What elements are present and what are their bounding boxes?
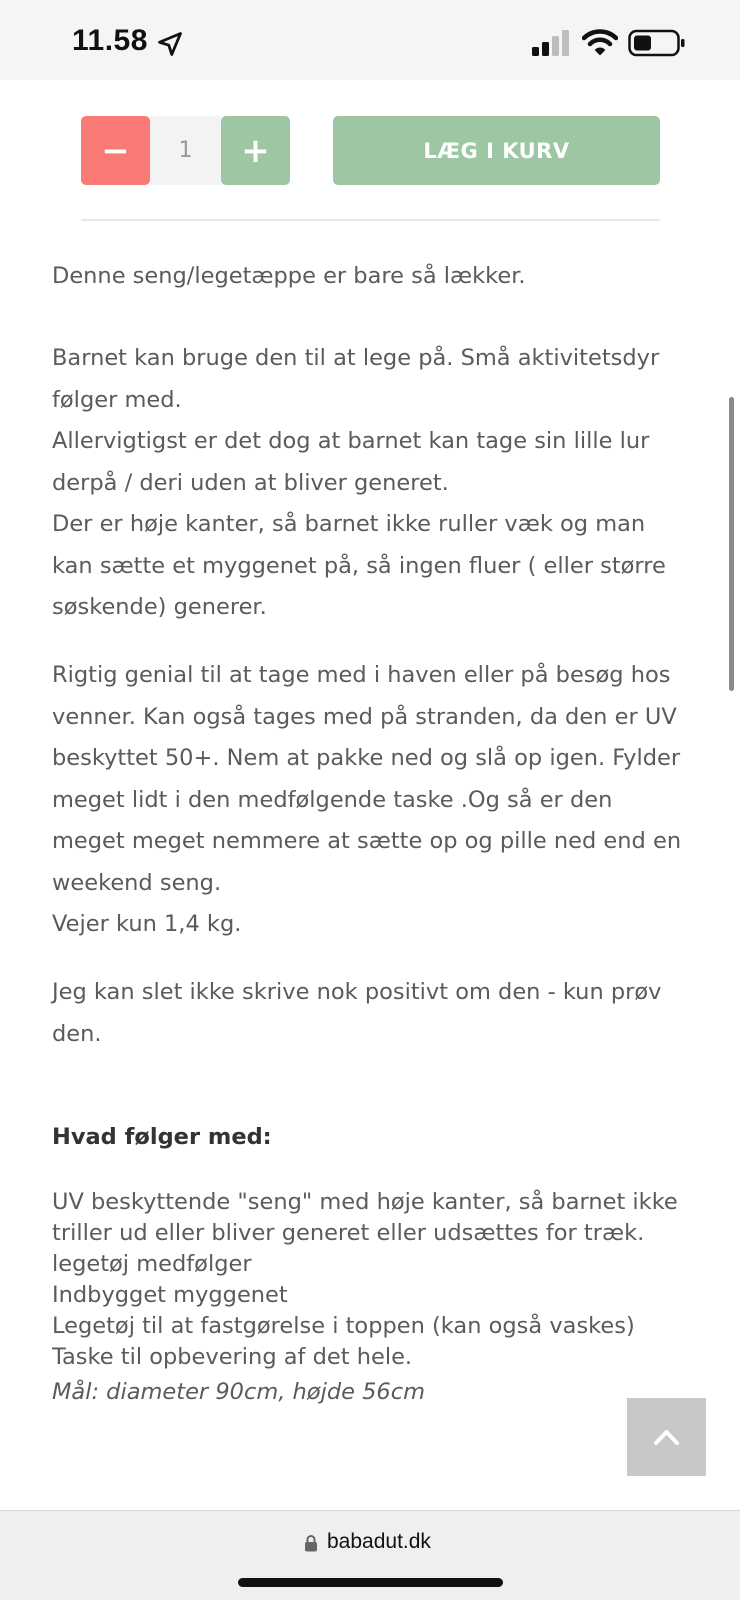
description-line: Rigtig genial til at tage med i haven eller på besøg hos venner. Kan også tages med på stranden, da den er UV beskyttet 50+. Nem at pakke ned og slå op igen. Fylder meget lidt i den medfølgende taske .Og så er den meget meget nemmere at sætte op og pille ned end en weekend seng. xyxy=(52,662,682,896)
home-indicator[interactable] xyxy=(238,1578,503,1587)
description-paragraph-2 xyxy=(52,338,692,629)
quantity-increase-button[interactable]: + xyxy=(221,116,290,185)
lock-icon xyxy=(304,1534,318,1552)
list-item: legetøj medfølger xyxy=(52,1251,252,1277)
description-line: Der er høje kanter, så barnet ikke ruller væk og man kan sætte et myggenet på, så ingen fluer ( eller større søskende) generer. xyxy=(52,511,666,620)
back-to-top-button[interactable] xyxy=(627,1398,706,1476)
list-item: Taske til opbevering af det hele. xyxy=(52,1344,413,1370)
battery-icon xyxy=(628,29,686,57)
status-time: 11.58 xyxy=(72,24,148,57)
divider xyxy=(81,219,660,221)
wifi-icon xyxy=(582,28,618,56)
description-line: Barnet kan bruge den til at lege på. Små aktivitetsdyr følger med. xyxy=(52,345,660,413)
description-paragraph-4: Jeg kan slet ikke skrive nok positivt om den - kun prøv den. xyxy=(52,979,662,1047)
quantity-input[interactable] xyxy=(150,116,221,185)
add-to-cart-button[interactable]: LÆG I KURV xyxy=(333,116,660,185)
description-line: Allervigtigst er det dog at barnet kan tage sin lille lur derpå / deri uden at bliver generet. xyxy=(52,428,650,496)
included-heading: Hvad følger med: xyxy=(52,1124,272,1150)
browser-url[interactable]: babadut.dk xyxy=(327,1530,431,1553)
list-item: UV beskyttende "seng" med høje kanter, så barnet ikke triller ud eller bliver generet eller udsættes for træk. xyxy=(52,1189,678,1246)
measurements-text: Mål: diameter 90cm, højde 56cm xyxy=(52,1379,426,1405)
included-list xyxy=(52,1187,692,1373)
description-paragraph-1: Denne seng/legetæppe er bare så lækker. xyxy=(52,263,526,289)
description-paragraph-3 xyxy=(52,655,692,946)
list-item: Legetøj til at fastgørelse i toppen (kan også vaskes) xyxy=(52,1313,635,1339)
location-arrow-icon xyxy=(156,30,184,58)
scrollbar[interactable] xyxy=(729,397,734,691)
description-line: Vejer kun 1,4 kg. xyxy=(52,911,242,937)
list-item: Indbygget myggenet xyxy=(52,1282,288,1308)
chevron-up-icon xyxy=(653,1425,680,1449)
quantity-decrease-button[interactable]: − xyxy=(81,116,150,185)
signal-icon xyxy=(532,30,572,56)
